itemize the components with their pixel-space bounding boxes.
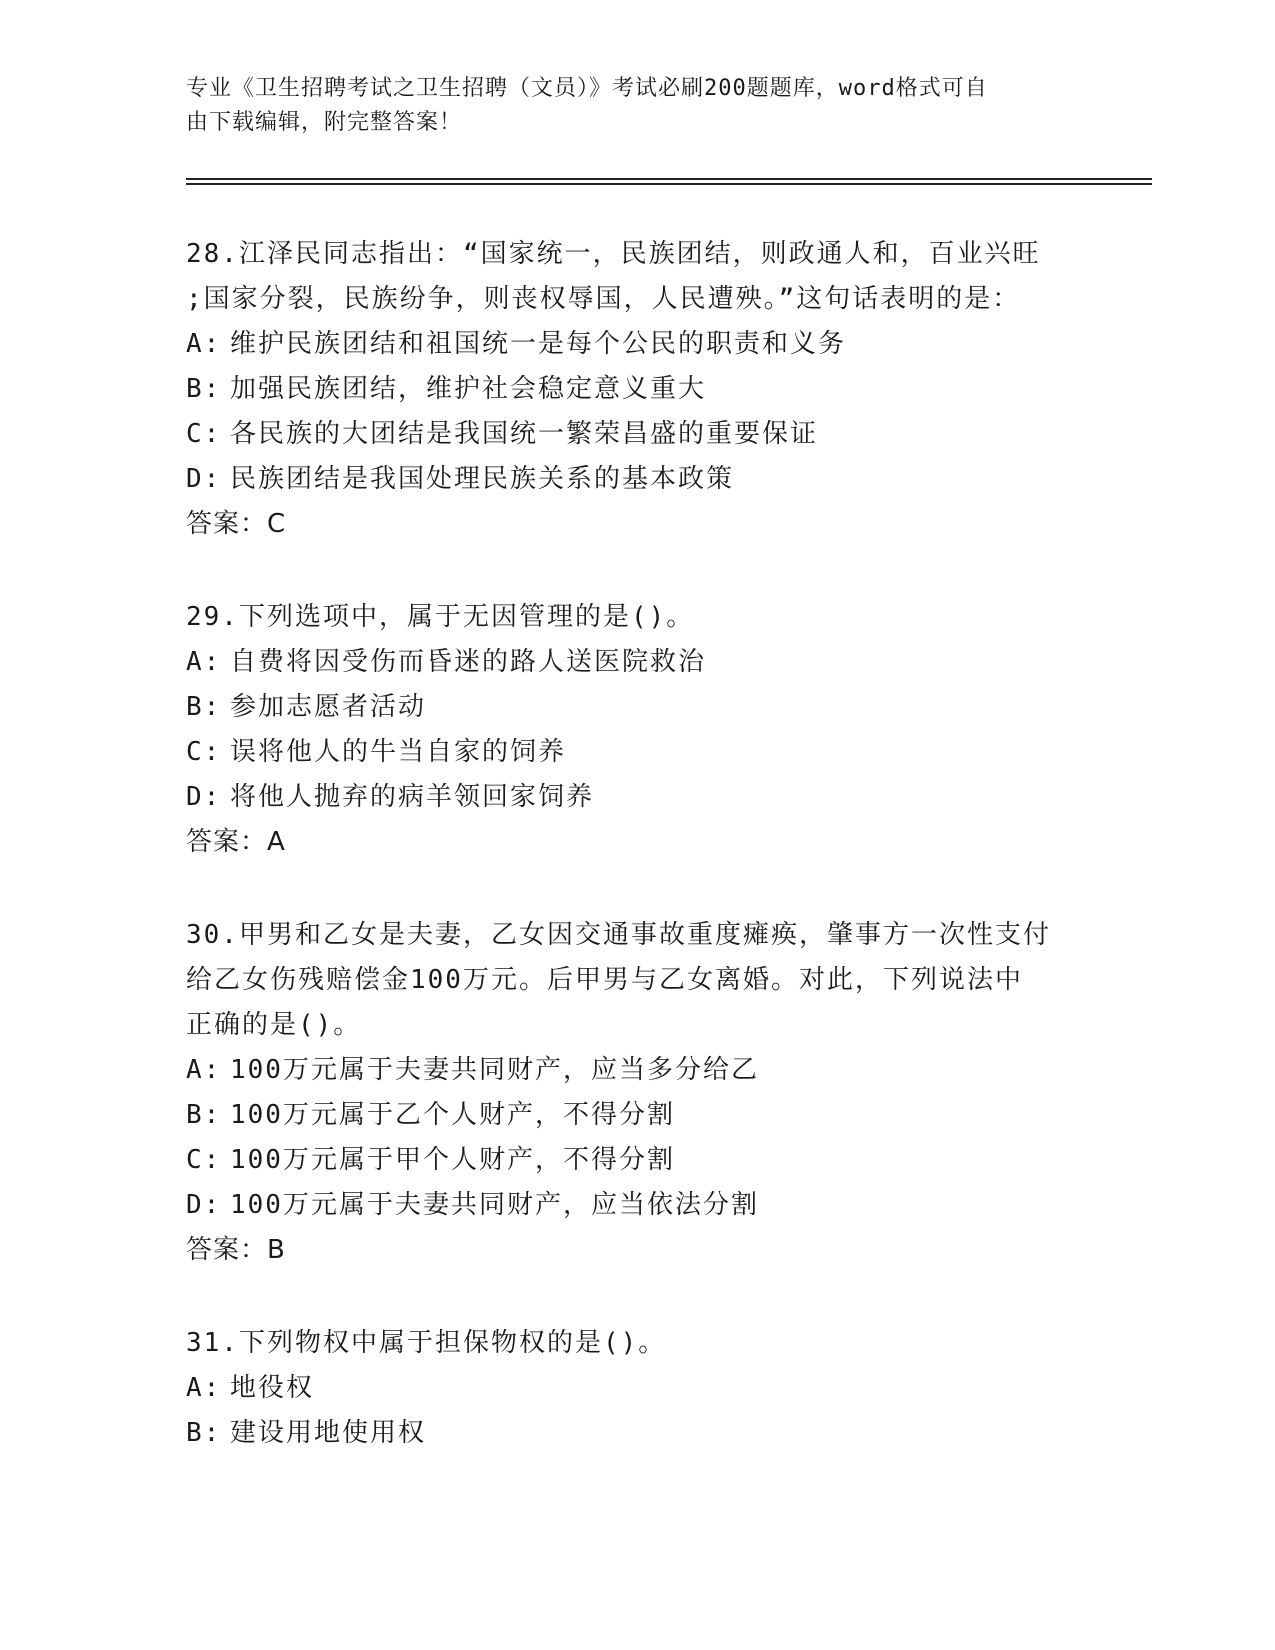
- question-text-line: 31.下列物权中属于担保物权的是()。: [186, 1328, 667, 1358]
- option-key: D:: [186, 782, 222, 812]
- option-a: [186, 1366, 1086, 1411]
- header-divider-top: [186, 178, 1152, 180]
- option-text: 民族团结是我国处理民族关系的基本政策: [230, 464, 735, 494]
- option-key: C:: [186, 737, 222, 767]
- option-c: [186, 1138, 1086, 1183]
- option-a: [186, 1048, 1086, 1093]
- option-text: 100万元属于夫妻共同财产，应当多分给乙: [230, 1055, 759, 1085]
- question-30: [186, 913, 1086, 1273]
- header-divider-bottom: [186, 183, 1152, 185]
- question-list: [186, 232, 1086, 1504]
- header-line-2: 由下载编辑，附完整答案！: [186, 110, 463, 135]
- option-key: D:: [186, 464, 222, 494]
- option-text: 误将他人的牛当自家的饲养: [230, 737, 567, 767]
- question-29: [186, 595, 1086, 865]
- question-31: [186, 1321, 1086, 1456]
- option-b: [186, 685, 1086, 730]
- question-text-line: 28.江泽民同志指出：“国家统一，民族团结，则政通人和，百业兴旺: [186, 239, 1041, 269]
- option-b: [186, 367, 1086, 412]
- option-text: 自费将因受伤而昏迷的路人送医院救治: [230, 647, 707, 677]
- option-text: 各民族的大团结是我国统一繁荣昌盛的重要保证: [230, 419, 819, 449]
- option-c: [186, 730, 1086, 775]
- question-28: [186, 232, 1086, 547]
- answer-line: 答案：B: [186, 1235, 286, 1265]
- option-b: [186, 1093, 1086, 1138]
- option-text: 地役权: [230, 1373, 315, 1403]
- option-d: [186, 457, 1086, 502]
- option-key: B:: [186, 1100, 222, 1130]
- option-a: [186, 640, 1086, 685]
- question-text-line: ;国家分裂，民族纷争，则丧权辱国，人民遭殃。”这句话表明的是：: [186, 284, 1021, 314]
- option-key: C:: [186, 419, 222, 449]
- option-key: B:: [186, 374, 222, 404]
- option-text: 加强民族团结，维护社会稳定意义重大: [230, 374, 707, 404]
- option-text: 100万元属于夫妻共同财产，应当依法分割: [230, 1190, 759, 1220]
- option-key: A:: [186, 329, 222, 359]
- option-text: 100万元属于乙个人财产，不得分割: [230, 1100, 675, 1130]
- option-c: [186, 412, 1086, 457]
- option-text: 100万元属于甲个人财产，不得分割: [230, 1145, 675, 1175]
- option-key: A:: [186, 1373, 222, 1403]
- option-text: 参加志愿者活动: [230, 692, 427, 722]
- option-b: [186, 1411, 1086, 1456]
- question-text-line: 正确的是()。: [186, 1010, 362, 1040]
- answer-line: 答案：C: [186, 509, 287, 539]
- option-key: C:: [186, 1145, 222, 1175]
- answer-line: 答案：A: [186, 827, 286, 857]
- option-a: [186, 322, 1086, 367]
- document-header: [186, 72, 1066, 140]
- option-text: 建设用地使用权: [230, 1418, 427, 1448]
- question-text-line: 29.下列选项中，属于无因管理的是()。: [186, 602, 695, 632]
- option-key: B:: [186, 1418, 222, 1448]
- question-text-line: 30.甲男和乙女是夫妻，乙女因交通事故重度瘫痪，肇事方一次性支付: [186, 920, 1051, 950]
- option-key: B:: [186, 692, 222, 722]
- option-text: 维护民族团结和祖国统一是每个公民的职责和义务: [230, 329, 847, 359]
- question-text-line: 给乙女伤残赔偿金100万元。后甲男与乙女离婚。对此，下列说法中: [186, 965, 1023, 995]
- option-key: D:: [186, 1190, 222, 1220]
- option-d: [186, 775, 1086, 820]
- option-d: [186, 1183, 1086, 1228]
- option-text: 将他人抛弃的病羊领回家饲养: [230, 782, 595, 812]
- option-key: A:: [186, 647, 222, 677]
- option-key: A:: [186, 1055, 222, 1085]
- header-line-1: 专业《卫生招聘考试之卫生招聘（文员）》考试必刷200题题库，word格式可自: [186, 76, 988, 101]
